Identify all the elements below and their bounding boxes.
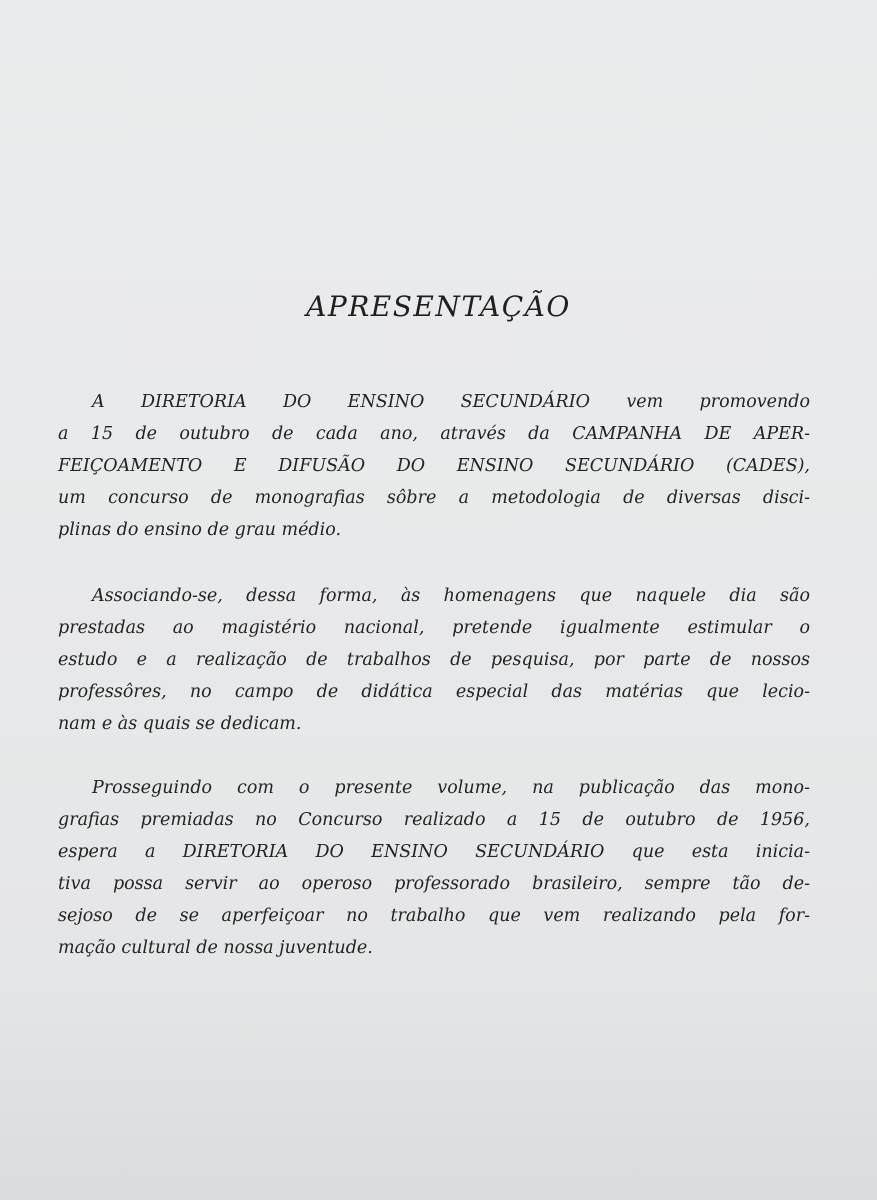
paragraph-line: estudo e a realização de trabalhos de pesquisa, por parte de nossos (58, 650, 810, 670)
paragraph-line: plinas do ensino de grau médio. (58, 520, 342, 540)
paragraph-line: a 15 de outubro de cada ano, através da CAMPANHA DE APER- (58, 424, 810, 444)
paragraph-line: nam e às quais se dedicam. (58, 714, 302, 734)
paragraph-line: Associando-se, dessa forma, às homenagens que naquele dia são (92, 586, 810, 606)
paragraph-line: sejoso de se aperfeiçoar no trabalho que vem realizando pela for- (58, 906, 810, 926)
paragraph-line: prestadas ao magistério nacional, pretende igualmente estimular o (58, 618, 810, 638)
paragraph-1 (58, 386, 810, 546)
paragraph-line: mação cultural de nossa juventude. (58, 938, 373, 958)
paragraph-line: FEIÇOAMENTO E DIFUSÃO DO ENSINO SECUNDÁRIO (CADES), (58, 456, 810, 476)
page-title: APRESENTAÇÃO (306, 290, 571, 323)
paragraph-line: um concurso de monografias sôbre a metodologia de diversas disci- (58, 488, 810, 508)
paragraph-line: Prosseguindo com o presente volume, na publicação das mono- (92, 778, 810, 798)
page-shadow (0, 980, 877, 1200)
paragraph-line: espera a DIRETORIA DO ENSINO SECUNDÁRIO que esta inicia- (58, 842, 810, 862)
paragraph-line: grafias premiadas no Concurso realizado a 15 de outubro de 1956, (58, 810, 810, 830)
paragraph-line: A DIRETORIA DO ENSINO SECUNDÁRIO vem promovendo (92, 392, 810, 412)
paragraph-3 (58, 772, 810, 964)
paragraph-line: tiva possa servir ao operoso professorado brasileiro, sempre tão de- (58, 874, 810, 894)
paragraph-2 (58, 580, 810, 740)
paragraph-line: professôres, no campo de didática especial das matérias que lecio- (58, 682, 810, 702)
